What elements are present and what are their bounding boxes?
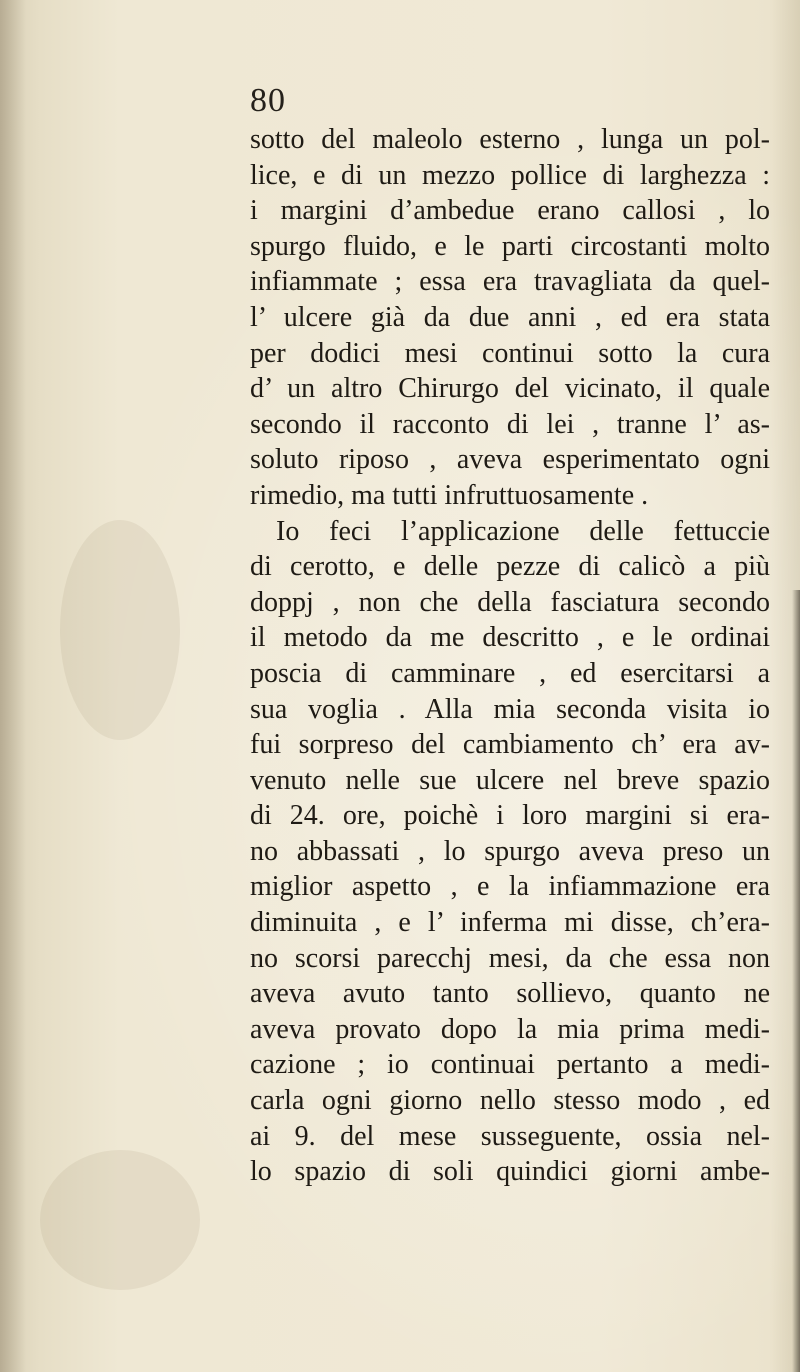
text-line: poscia di camminare , ed esercitarsi a [250, 657, 770, 689]
text-line: rimedio, ma tutti infruttuosamente . [250, 479, 649, 511]
paper-stain [40, 1150, 200, 1290]
text-line: per dodici mesi continui sotto la cura [250, 337, 770, 369]
text-line: aveva avuto tanto sollievo, quanto ne [250, 978, 770, 1010]
text-line: d’ un altro Chirurgo del vicinato, il quale [250, 373, 770, 405]
text-line: di cerotto, e delle pezze di calicò a più [250, 551, 770, 583]
text-line: spurgo fluido, e le parti circostanti molto [250, 230, 770, 262]
text-line: doppj , non che della fasciatura secondo [250, 586, 770, 618]
page-edge-shadow [792, 590, 800, 1372]
text-line: i margini d’ambedue erano callosi , lo [250, 195, 770, 227]
text-line: miglior aspetto , e la infiammazione era [250, 871, 770, 903]
text-line: cazione ; io continuai pertanto a medi- [250, 1049, 770, 1081]
text-line: no scorsi parecchj mesi, da che essa non [250, 942, 770, 974]
text-line: ai 9. del mese susseguente, ossia nel- [250, 1120, 770, 1152]
text-line: infiammate ; essa era travagliata da quel- [250, 266, 770, 298]
paragraph-start-line: Io feci l’applicazione delle fettuccie [276, 515, 770, 547]
text-line: sua voglia . Alla mia seconda visita io [250, 693, 770, 725]
text-line: sotto del maleolo esterno , lunga un pol- [250, 124, 770, 155]
text-line: venuto nelle sue ulcere nel breve spazio [250, 764, 770, 796]
binding-shadow [0, 0, 26, 1372]
text-line: di 24. ore, poichè i loro margini si era- [250, 800, 770, 832]
text-line: il metodo da me descritto , e le ordinai [250, 622, 770, 654]
body-text [250, 122, 770, 1190]
text-line: carla ogni giorno nello stesso modo , ed [250, 1085, 770, 1117]
page-number: 80 [250, 82, 286, 119]
text-line: lice, e di un mezzo pollice di larghezza : [250, 159, 770, 191]
paper-stain [60, 520, 180, 740]
text-line: l’ ulcere già da due anni , ed era stata [250, 301, 770, 333]
text-line: lo spazio di soli quindici giorni ambe- [250, 1156, 770, 1188]
text-line: fui sorpreso del cambiamento ch’ era av- [250, 729, 770, 761]
text-line: aveva provato dopo la mia prima medi- [250, 1013, 770, 1045]
text-line: soluto riposo , aveva esperimentato ogni [250, 444, 770, 476]
text-line: diminuita , e l’ inferma mi disse, ch’era- [250, 907, 770, 939]
text-line: no abbassati , lo spurgo aveva preso un [250, 835, 770, 867]
text-line: secondo il racconto di lei , tranne l’ as- [250, 408, 770, 440]
